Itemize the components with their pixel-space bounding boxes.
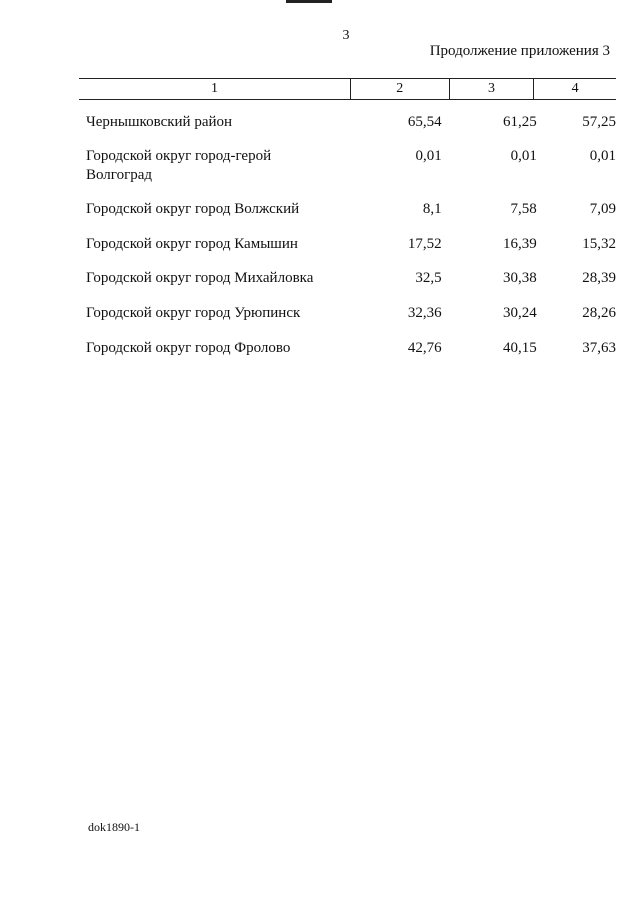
district-name: Городской округ город Урюпинск bbox=[86, 305, 301, 321]
column-header-1: 1 bbox=[210, 81, 218, 96]
value-col-3: 16,39 bbox=[503, 236, 537, 252]
table-row bbox=[86, 304, 616, 323]
table-row bbox=[86, 200, 616, 219]
value-col-4: 37,63 bbox=[582, 340, 616, 356]
continuation-label: Продолжение приложения 3 bbox=[429, 43, 610, 59]
value-col-2: 65,54 bbox=[407, 114, 442, 130]
table-row bbox=[86, 235, 616, 254]
value-col-3: 30,24 bbox=[503, 305, 537, 321]
table-row bbox=[86, 113, 616, 132]
table-row bbox=[86, 269, 616, 288]
column-header-2: 2 bbox=[350, 79, 449, 99]
value-col-3: 40,15 bbox=[503, 340, 537, 356]
district-name: Городской округ город Фролово bbox=[86, 340, 291, 356]
value-col-3: 30,38 bbox=[503, 270, 537, 286]
value-col-2: 32,5 bbox=[415, 270, 442, 286]
value-col-2: 8,1 bbox=[422, 201, 442, 217]
column-header-4: 4 bbox=[533, 79, 616, 99]
column-header-3: 3 bbox=[449, 79, 534, 99]
value-col-3: 7,58 bbox=[510, 201, 537, 217]
district-name: Городской округ город Михайловка bbox=[86, 270, 314, 286]
document-code: dok1890-1 bbox=[88, 820, 140, 834]
value-col-2: 17,52 bbox=[407, 236, 442, 252]
value-col-4: 0,01 bbox=[589, 148, 617, 164]
value-col-3: 61,25 bbox=[503, 114, 537, 130]
scan-mark bbox=[286, 0, 332, 3]
district-name: Городской округ город Камышин bbox=[86, 236, 298, 252]
page-number: 3 bbox=[342, 28, 350, 43]
table-row bbox=[86, 147, 616, 185]
value-col-4: 7,09 bbox=[589, 201, 616, 217]
value-col-4: 15,32 bbox=[582, 236, 616, 252]
district-name: Городской округ город-герой Волгоград bbox=[86, 148, 272, 183]
value-col-4: 28,39 bbox=[582, 270, 616, 286]
district-name: Чернышковский район bbox=[86, 114, 233, 130]
value-col-2: 0,01 bbox=[415, 148, 442, 164]
table-row bbox=[86, 339, 616, 358]
value-col-3: 0,01 bbox=[510, 148, 537, 164]
table-header bbox=[79, 78, 616, 100]
value-col-4: 28,26 bbox=[582, 305, 616, 321]
district-name: Городской округ город Волжский bbox=[86, 201, 300, 217]
value-col-2: 32,36 bbox=[407, 305, 442, 321]
value-col-4: 57,25 bbox=[582, 114, 616, 130]
value-col-2: 42,76 bbox=[407, 340, 442, 356]
